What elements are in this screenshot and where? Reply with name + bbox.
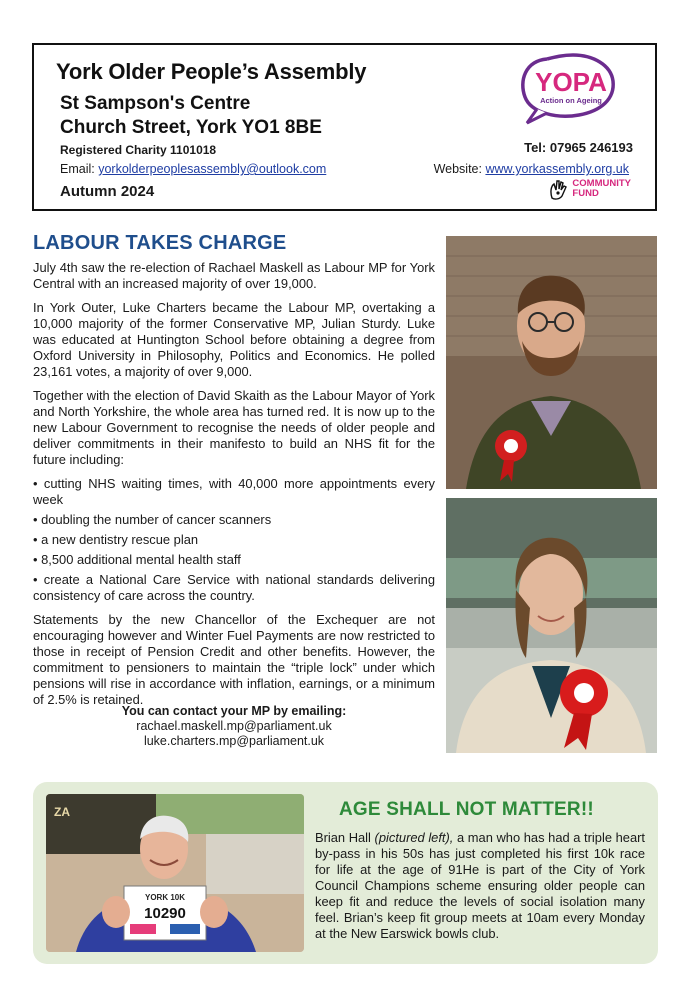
article-paragraph-1: July 4th saw the re-election of Rachael Maskell as Labour MP for York Central with an increased majority of over 19,000.: [33, 260, 435, 291]
manifesto-list: [33, 476, 435, 604]
lottery-hand-icon: [548, 178, 568, 200]
feature-panel: [33, 782, 658, 964]
photo-brian-hall: [46, 794, 304, 952]
contact-email-rachael[interactable]: rachael.maskell.mp@parliament.uk: [136, 719, 332, 733]
article-headline: LABOUR TAKES CHARGE: [33, 232, 287, 254]
address-line-2: Church Street, York YO1 8BE: [60, 117, 322, 138]
lottery-line-1: COMMUNITY: [572, 178, 631, 189]
list-item: • doubling the number of cancer scanners: [33, 512, 435, 528]
website-link[interactable]: www.yorkassembly.org.uk: [485, 162, 629, 176]
list-item: • cutting NHS waiting times, with 40,000 more appointments every week: [33, 476, 435, 508]
svg-text:ZA: ZA: [54, 805, 70, 819]
feature-text: a man who has had a triple heart by-pass in his 50s has just completed his first 10k race for life at the age of 91He is part of the City of York Council Champions scheme ensuring older people can keep fit and reduce the levels of social isolation many feel. Brian’s keep fit group meets at 10am every Monday at the New Earswick bowls club.: [315, 830, 645, 941]
article-body: [33, 260, 435, 716]
contact-lead: You can contact your MP by emailing:: [121, 704, 347, 718]
charity-number: Registered Charity 1101018: [60, 143, 217, 157]
lottery-line-2: FUND: [572, 188, 599, 199]
list-item: • create a National Care Service with national standards delivering consistency of care across the country.: [33, 572, 435, 604]
lottery-fund-logo: [548, 178, 631, 200]
telephone: Tel: 07965 246193: [524, 140, 633, 155]
feature-title: AGE SHALL NOT MATTER!!: [339, 799, 594, 820]
bib-number: 10290: [144, 905, 186, 922]
contact-block: [33, 704, 435, 749]
bib-race: YORK 10K: [144, 893, 186, 902]
address-line-1: St Sampson's Centre: [60, 93, 251, 114]
email-link[interactable]: yorkolderpeoplesassembly@outlook.com: [98, 162, 327, 176]
photo-rachael-maskell: [446, 498, 657, 753]
article-paragraph-4: Statements by the new Chancellor of the Exchequer are not encouraging however and Winter Fuel Payments are now restricted to those in receipt of Pension Credit and other benefits. However, the commitment to pensioners to maintain the “triple lock” under which pensions will rise in accordance with inflation, earnings, or a minimum of 2.5% is retained.: [33, 612, 435, 707]
feature-body: [315, 830, 645, 942]
email-line: [60, 162, 326, 176]
org-name: York Older People’s Assembly: [56, 59, 367, 84]
list-item: • a new dentistry rescue plan: [33, 532, 435, 548]
website-line: [434, 162, 629, 176]
logo-text: YOPA: [535, 67, 607, 97]
photo-luke-charters: [446, 236, 657, 489]
masthead: [32, 43, 657, 211]
list-item: • 8,500 additional mental health staff: [33, 552, 435, 568]
email-label: Email:: [60, 162, 99, 176]
feature-pictured: (pictured left),: [374, 830, 454, 845]
issue-season: Autumn 2024: [60, 183, 155, 200]
contact-email-luke[interactable]: luke.charters.mp@parliament.uk: [143, 734, 325, 748]
feature-name: Brian Hall: [315, 830, 371, 845]
yopa-logo: [517, 51, 619, 125]
logo-tagline: Action on Ageing: [540, 96, 602, 105]
article-paragraph-3: Together with the election of David Skaith as the Labour Mayor of York and North Yorkshire, the whole area has turned red. It is now up to the new Labour Government to recognise the needs of older people and deliver commitments in their manifesto to build an NHS fit for the future including:: [33, 388, 435, 467]
website-label: Website:: [433, 162, 486, 176]
article-paragraph-2: In York Outer, Luke Charters became the Labour MP, overtaking a 10,000 majority of the former Conservative MP, Julian Sturdy. Luke was educated at Huntington School before obtaining a degree from Oxford University in Philosophy, Politics and Economics. He polled 23,161 votes, a majority of over 9,000.: [33, 300, 435, 379]
